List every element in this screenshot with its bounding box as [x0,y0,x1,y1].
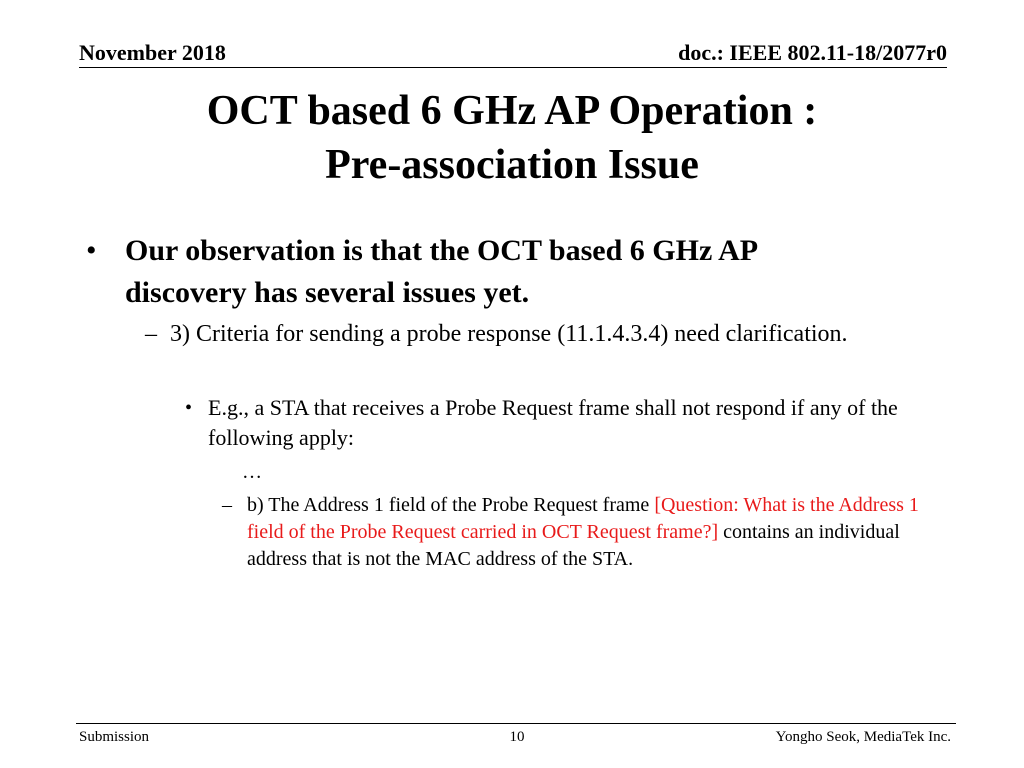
slide-title-line2: Pre-association Issue [325,142,699,188]
bullet-level4-text-before: b) The Address 1 field of the Probe Request frame [247,494,655,516]
bullet-level2-marker: – [145,321,157,347]
footer-page-number: 10 [509,729,525,745]
bullet-level3-text: E.g., a STA that receives a Probe Request frame shall not respond if any of the following apply: [208,395,898,450]
slide-title [0,84,1024,192]
bullet-level4-marker: – [222,494,232,516]
question-annotation: [Question: What is the Address 1 field of the Probe Request carried in OCT Request frame?] [247,494,919,543]
header-divider [79,67,947,68]
footer-author: Yongho Seok, MediaTek Inc. [775,729,951,745]
header-doc-id: doc.: IEEE 802.11-18/2077r0 [678,40,947,65]
bullet-level2-text: 3) Criteria for sending a probe response (11.1.4.3.4) need clarification. [170,321,848,347]
bullet-level1-text: Our observation is that the OCT based 6 GHz AP discovery has several issues yet. [125,234,757,309]
footer-submission: Submission [79,729,150,745]
slide-title-line1: OCT based 6 GHz AP Operation : [206,88,818,134]
bullet-level3-marker: • [185,397,193,419]
bullet-level4-text-after: contains an individual address that is not the MAC address of the STA. [247,521,900,570]
bullet-level1-marker: • [86,234,97,267]
bullet-level4-text [247,492,947,573]
header-date: November 2018 [79,40,226,65]
footer-divider [76,723,956,724]
omission-ellipsis: … [242,461,262,483]
